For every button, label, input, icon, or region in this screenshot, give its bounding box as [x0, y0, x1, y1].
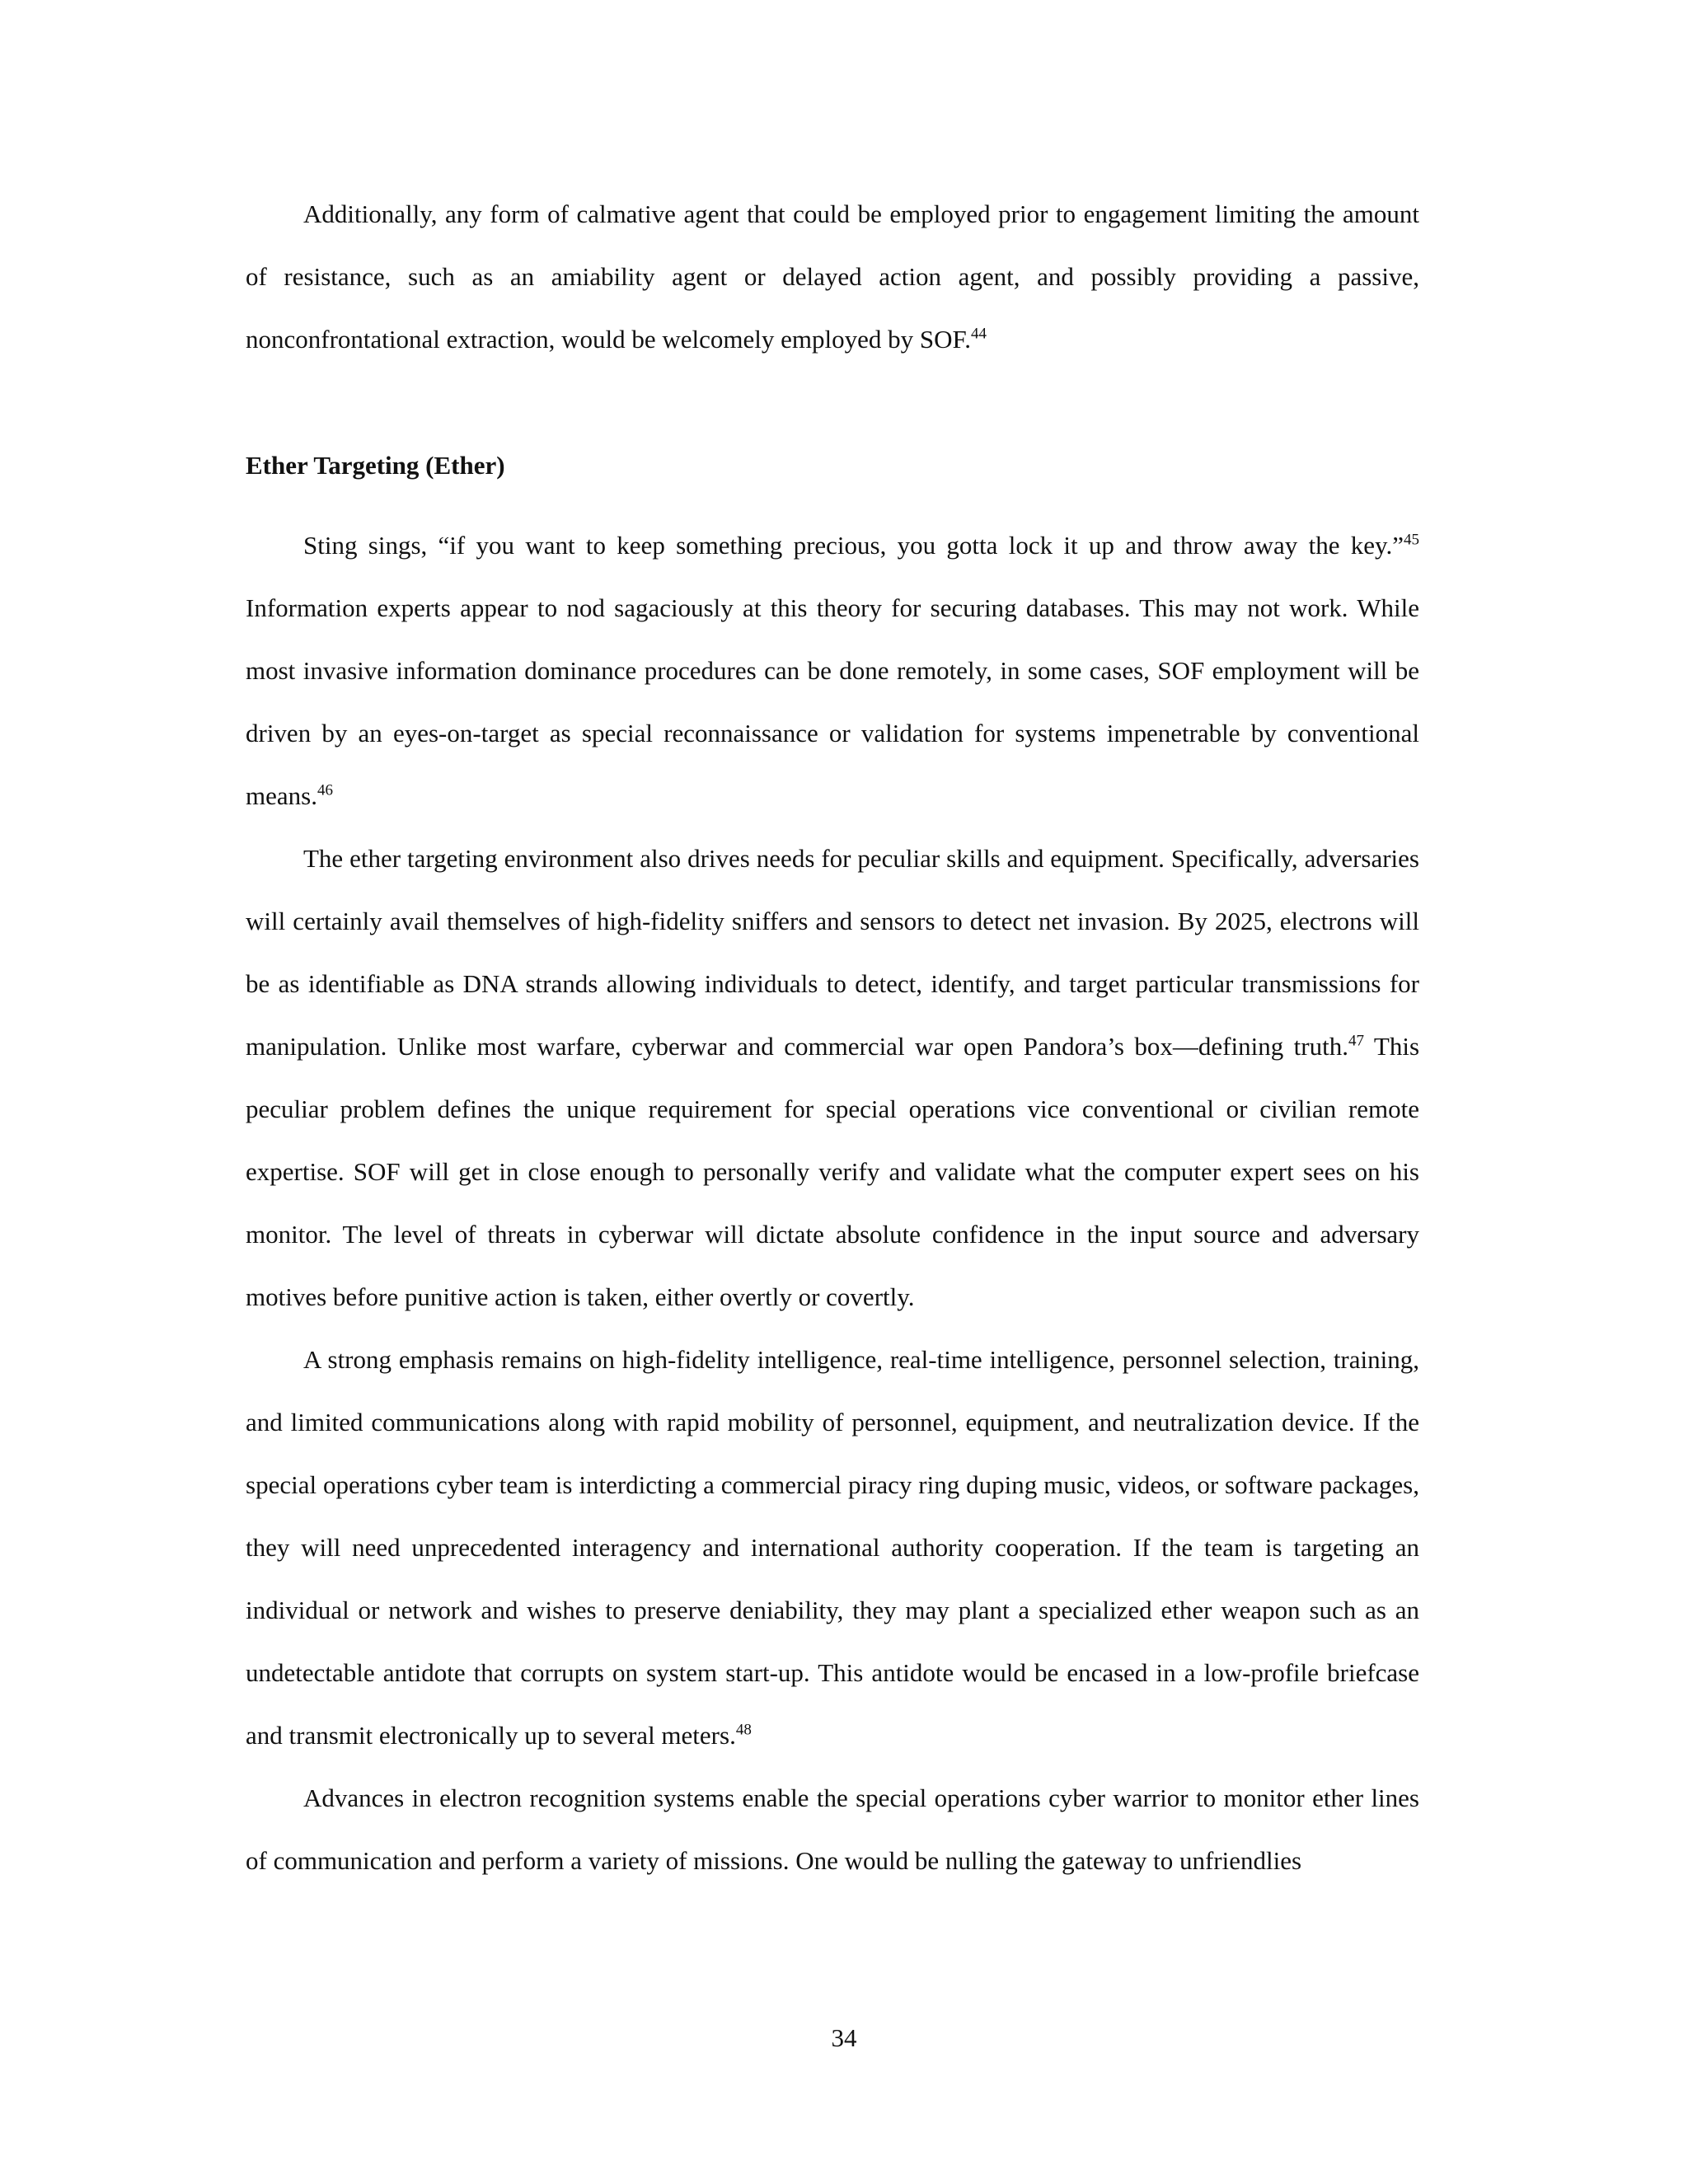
paragraph-text: Additionally, any form of calmative agent that could be employed prior to engagement limiting the amount of resistance, such as an amiability agent or delayed action agent, and possibly providing a passive, nonconfrontational extraction, would be welcomely employed by SOF.: [246, 199, 1419, 354]
footnote-ref: 48: [735, 1721, 752, 1739]
footnote-ref: 45: [1404, 531, 1419, 549]
footnote-ref: 46: [316, 781, 333, 799]
footnote-ref: 44: [970, 325, 987, 343]
paragraph-sting: Sting sings, “if you want to keep something precious, you gotta lock it up and throw away the key.”$^{45}$ Information experts appear to nod sagaciously at this theory for securing databases. This may not work. While most invasive information dominance procedures can be done remotely, in some cases, SOF employment will be driven by an eyes-on-target as special reconnaissance or validation for systems impenetrable by conventional means.$^{46}$: [246, 531, 1419, 810]
paragraph-electron-recognition: Advances in electron recognition systems enable the special operations cyber warrior to monitor ether lines of communication and perform a variety of missions. One would be nulling the gateway to unfriendlies: [246, 1783, 1419, 1875]
page-number: 34: [831, 2023, 857, 2052]
footnote-ref: 47: [1348, 1032, 1364, 1050]
body-paragraphs: [246, 514, 1419, 1892]
paragraph-calmative-agent: [246, 183, 1419, 371]
section-heading: Ether Targeting (Ether): [246, 451, 505, 480]
paragraph-strong-emphasis: A strong emphasis remains on high-fidelity intelligence, real-time intelligence, personnel selection, training, and limited communications along with rapid mobility of personnel, equipment, and neutralization device. If the special operations cyber team is interdicting a commercial piracy ring duping music, videos, or software packages, they will need unprecedented interagency and international authority cooperation. If the team is targeting an individual or network and wishes to preserve deniability, they may plant a specialized ether weapon such as an undetectable antidote that corrupts on system start-up. This antidote would be encased in a low-profile briefcase and transmit electronically up to several meters.$^{48}$: [246, 1345, 1419, 1750]
paragraph-ether-environment: The ether targeting environment also drives needs for peculiar skills and equipment. Specifically, adversaries will certainly avail themselves of high-fidelity sniffers and sensors to detect net invasion. By 2025, electrons will be as identifiable as DNA strands allowing individuals to detect, identify, and target particular transmissions for manipulation. Unlike most warfare, cyberwar and commercial war open Pandora’s box—defining truth.$^{47}$ This peculiar problem defines the unique requirement for special operations vice conventional or civilian remote expertise. SOF will get in close enough to personally verify and validate what the computer expert sees on his monitor. The level of threats in cyberwar will dictate absolute confidence in the input source and adversary motives before punitive action is taken, either overtly or covertly.: [246, 844, 1420, 1311]
